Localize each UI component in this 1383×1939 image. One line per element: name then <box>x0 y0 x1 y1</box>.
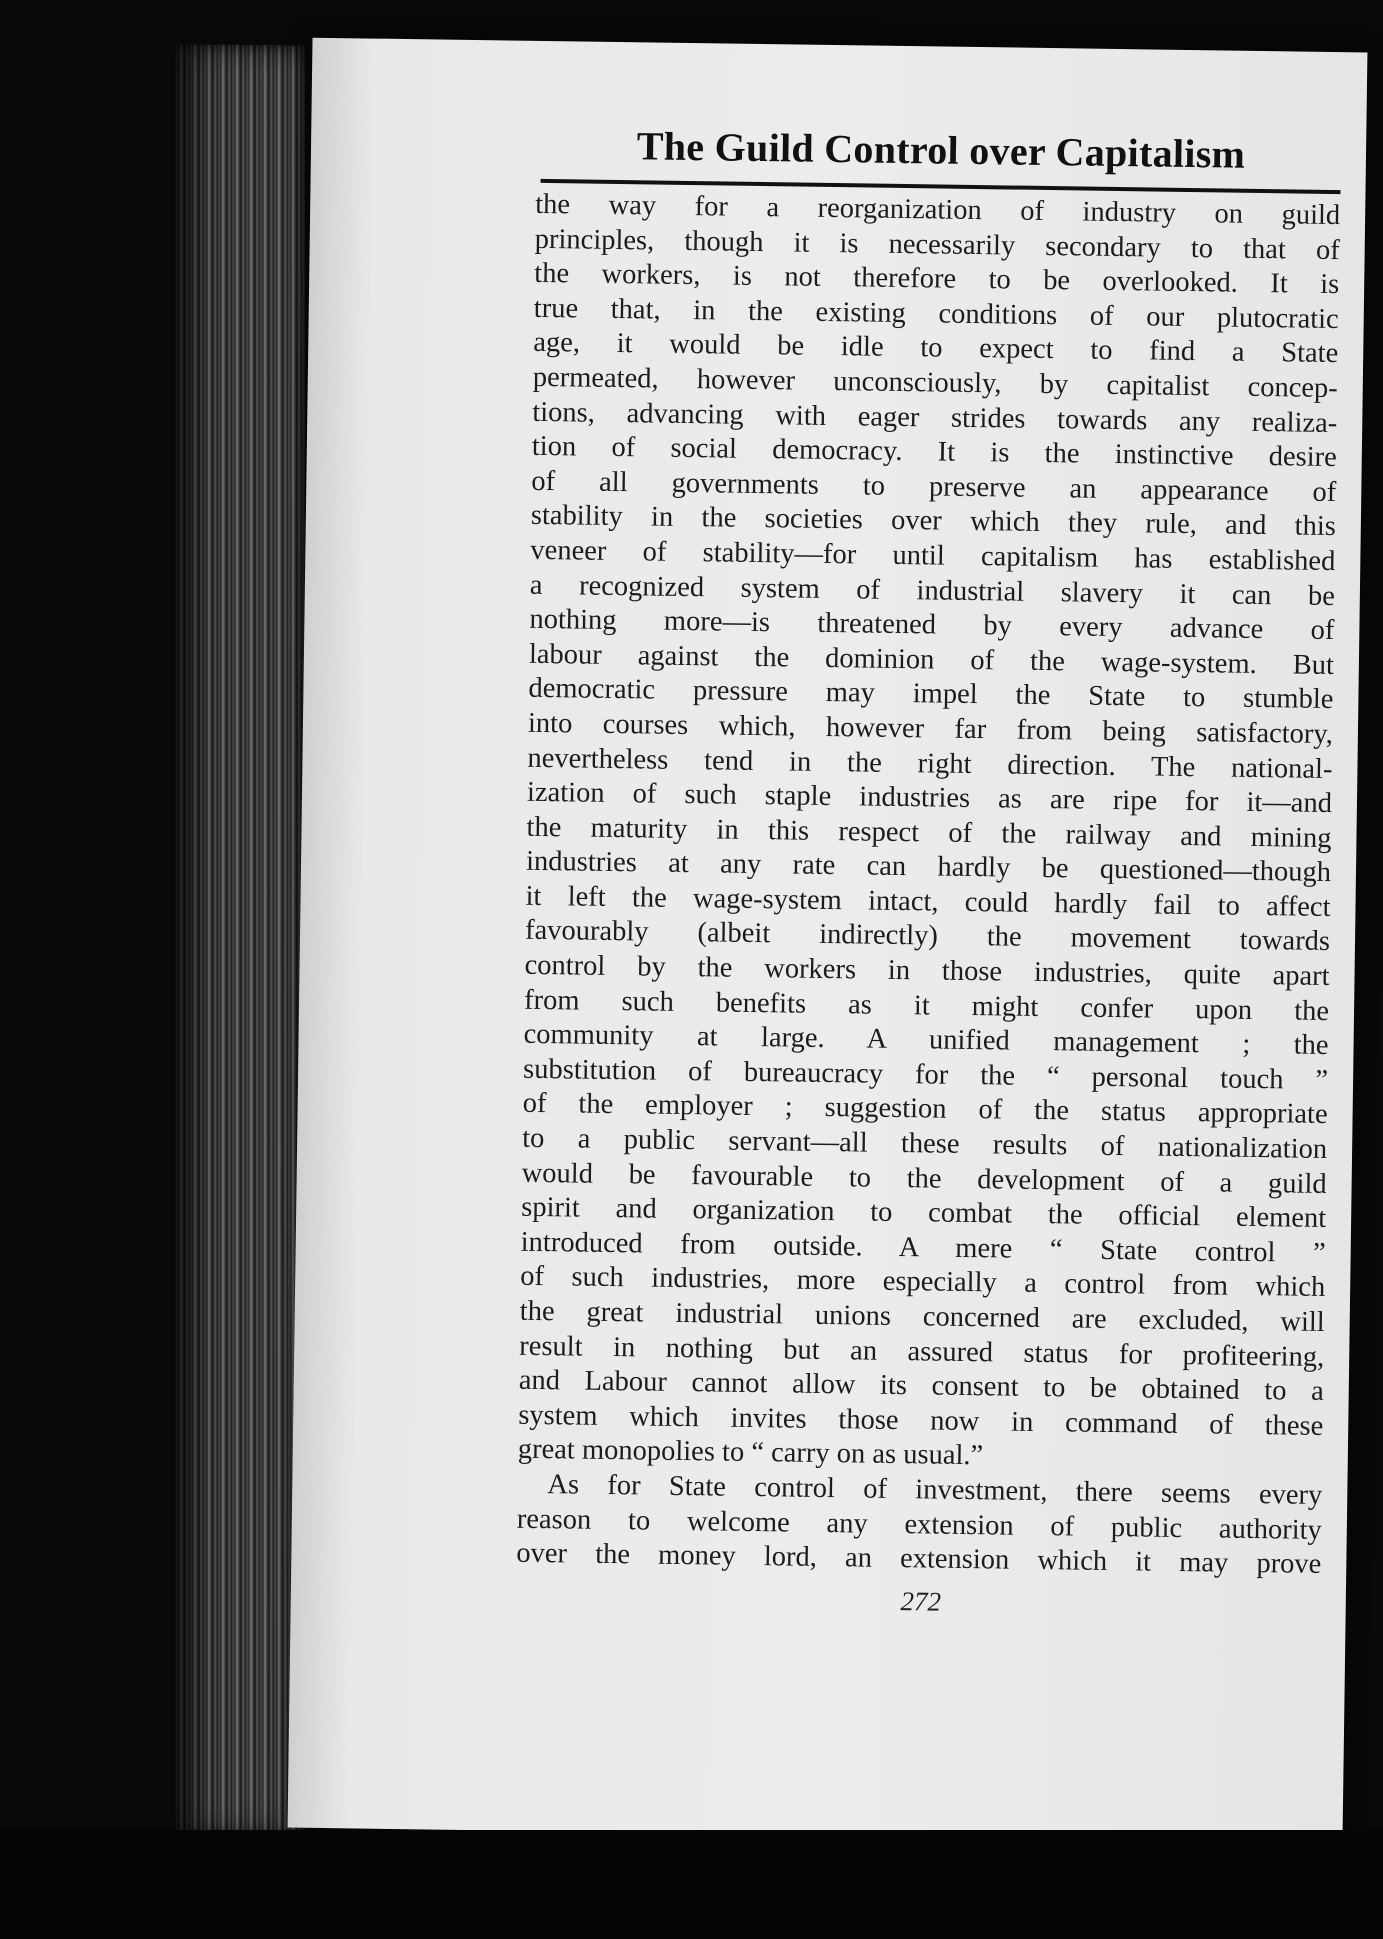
text-line: of the employer ; suggestion of the status appropriate <box>522 1088 1328 1131</box>
bottom-shadow <box>0 1830 1383 1939</box>
text-line: nevertheless tend in the right direction. The national- <box>527 742 1333 785</box>
text-line: result in nothing but an assured status for profiteering, <box>519 1330 1325 1373</box>
text-line: substitution of bureaucracy for the “ personal touch ” <box>522 1053 1329 1096</box>
page-number: 272 <box>900 1586 942 1617</box>
text-line: community at large. A unified management ; the <box>523 1019 1329 1062</box>
text-line: reason to welcome any extension of public authority <box>516 1503 1323 1546</box>
text-line: nothing more—is threatened by every advance of <box>529 603 1335 647</box>
text-line: over the money lord, an extension which it may prove <box>516 1537 1322 1581</box>
text-line: introduced from outside. A mere “ State control ” <box>520 1226 1326 1269</box>
text-line: principles, though it is necessarily secondary to that of <box>534 223 1340 266</box>
text-line: it left the wage-system intact, could hardly fail to affect <box>525 880 1331 923</box>
text-line: tion of social democracy. It is the instinctive desire <box>531 430 1337 474</box>
text-line: tions, advancing with eager strides towards any realiza- <box>532 396 1338 439</box>
running-head: The Guild Control over Capitalism <box>636 123 1246 177</box>
page-body-text <box>516 188 1340 1583</box>
book-page <box>288 38 1368 1843</box>
text-line: from such benefits as it might confer upon the <box>523 984 1330 1027</box>
text-line: labour against the dominion of the wage-system. But <box>528 638 1335 681</box>
text-line: a recognized system of industrial slavery it can be <box>529 569 1336 612</box>
text-line: of all governments to preserve an appearance of <box>531 465 1337 508</box>
text-line: favourably (albeit indirectly) the movement towards <box>524 915 1331 958</box>
text-line: ization of such staple industries as are ripe for it—and <box>526 776 1333 820</box>
text-line: would be favourable to the development of a guild <box>521 1157 1327 1200</box>
text-line: great monopolies to “ carry on as usual.” <box>517 1434 984 1472</box>
text-line: stability in the societies over which they rule, and this <box>530 500 1337 543</box>
text-line: true that, in the existing conditions of our plutocratic <box>533 292 1339 335</box>
text-line: As for State control of investment, there seems every <box>547 1469 1323 1511</box>
text-line: veneer of stability—for until capitalism has established <box>530 534 1336 577</box>
text-line: spirit and organization to combat the official element <box>521 1191 1327 1235</box>
text-line: age, it would be idle to expect to find a State <box>533 327 1339 370</box>
text-line: system which invites those now in command of these <box>518 1399 1324 1442</box>
text-line: into courses which, however far from being satisfactory, <box>527 707 1334 750</box>
text-line: to a public servant—all these results of nationalization <box>521 1122 1328 1166</box>
book-page-edges <box>175 44 305 1835</box>
text-line: of such industries, more especially a control from which <box>520 1261 1326 1304</box>
text-line: the way for a reorganization of industry on guild <box>535 188 1341 232</box>
text-line: control by the workers in those industries, quite apart <box>524 949 1330 993</box>
text-line: industries at any rate can hardly be questioned—though <box>525 846 1332 889</box>
text-line: the maturity in this respect of the railway and mining <box>526 811 1332 854</box>
text-line: the great industrial unions concerned are excluded, will <box>519 1295 1325 1338</box>
text-line: the workers, is not therefore to be overlooked. It is <box>534 258 1340 301</box>
text-line: democratic pressure may impel the State to stumble <box>528 673 1334 716</box>
text-line: and Labour cannot allow its consent to be obtained to a <box>518 1364 1324 1408</box>
text-line: permeated, however unconsciously, by capitalist concep- <box>532 361 1338 405</box>
